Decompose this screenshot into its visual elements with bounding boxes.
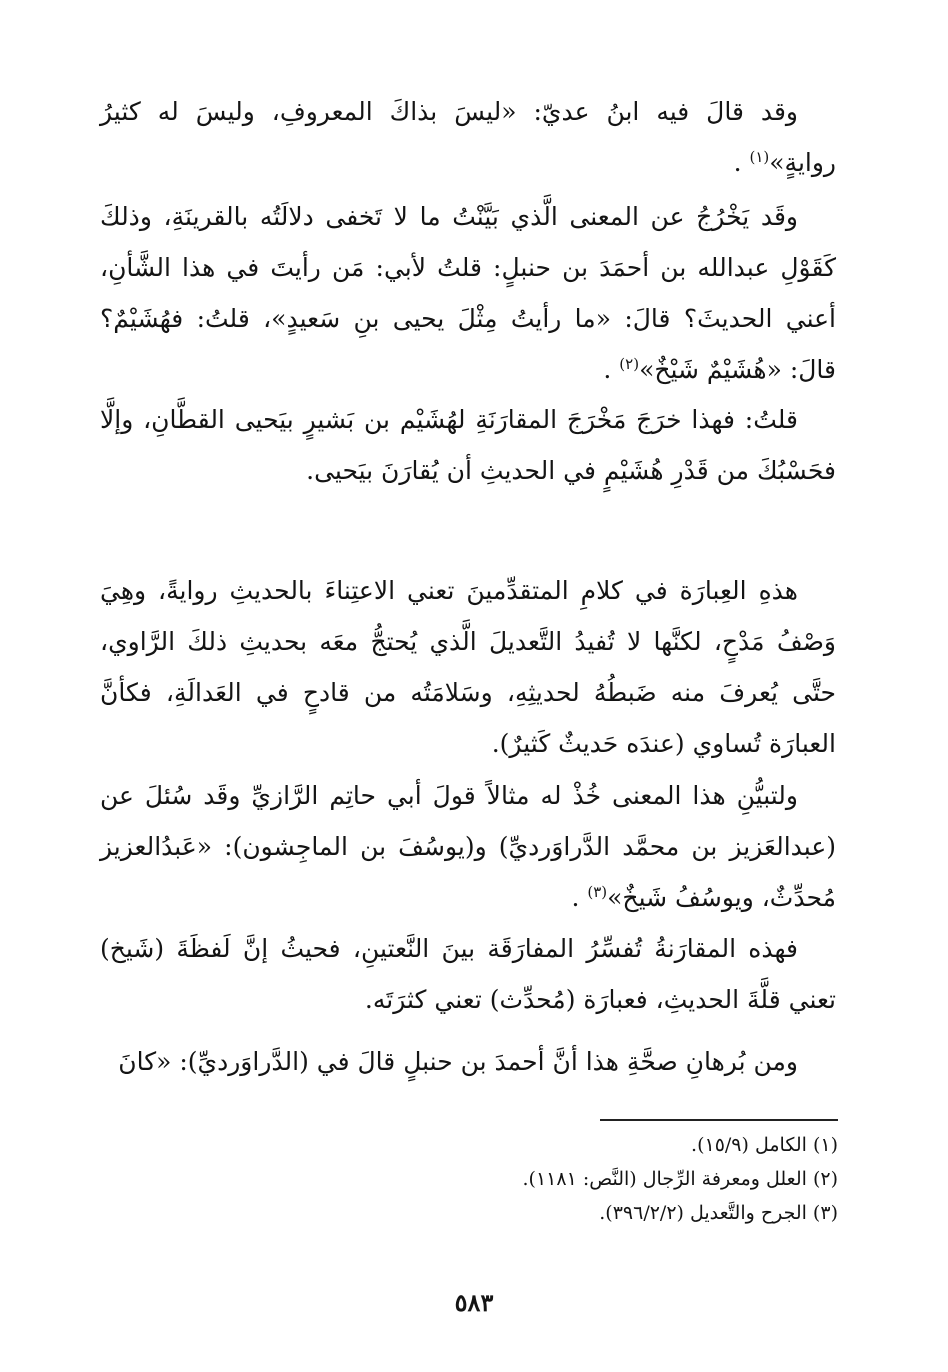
- footnote-item-2: (٢) العلل ومعرفة الرِّجال (النَّص: ١١٨١).: [522, 1168, 838, 1190]
- paragraph-abu-hatim-example: [100, 770, 836, 923]
- paragraph-text: ومن بُرهانِ صحَّةِ هذا أنَّ أحمدَ بن حنبلٍ قالَ في (الدَّراوَرديِّ): «كانَ: [118, 1047, 798, 1076]
- paragraph-text: ولتبيُّنِ هذا المعنى خُذْ له مثالاً قولَ أبي حاتِم الرَّازيِّ وقَد سُئلَ عن (عبدالعَزيز بن محمَّد الدَّراوَرديِّ) و(يوسُفَ بن الماجِشون): «عَبدُالعزيز مُحدِّثٌ، ويوسُفُ شَيخٌ»: [100, 781, 836, 912]
- paragraph-end: .: [571, 883, 580, 912]
- paragraph-end: .: [733, 148, 742, 177]
- paragraph-comparison-explanation: [100, 923, 836, 1025]
- paragraph-ibn-adi-quote: [100, 86, 836, 188]
- paragraph-text: وقَد يَخْرُجُ عن المعنى الَّذي بَيَّنْتُ ما لا تَخفى دلالَتُه بالقرينَةِ، وذلكَ كَقَوْلِ عبدالله بن أحمَدَ بن حنبلٍ: قلتُ لأبي: مَن رأيتَ في هذا الشَّأنِ، أعني الحديثَ؟ قالَ: «ما رأيتُ مِثْلَ يحيى بنِ سَعيدٍ»، قلتُ: فهُشَيْمٌ؟ قالَ: «هُشَيْمٌ شَيْخٌ»: [100, 202, 836, 384]
- paragraph-hushaym-quote: [100, 191, 836, 395]
- footnote-ref-3[interactable]: (٣): [587, 883, 608, 901]
- footnote-divider: [600, 1119, 838, 1121]
- footnote-ref-2[interactable]: (٢): [619, 355, 640, 373]
- footnote-item-3: (٣) الجرح والتَّعديل (٣٩٦/٢/٢).: [599, 1202, 838, 1224]
- paragraph-text: هذهِ العِبارَة في كلامِ المتقدِّمينَ تعني الاعتِناءَ بالحديثِ روايةً، وهِيَ وَصْفُ مَدْحٍ، لكنَّها لا تُفيدُ التَّعديلَ الَّذي يُحتجُّ معَه بحديثِ ذلكَ الرَّاوي، حتَّى يُعرفَ منه ضَبطُهُ لحديثِهِ، وسَلامَتُه من قادحٍ في العَدالَةِ، فكأنَّ العبارَة تُساوي (عندَه حَديثٌ كَثيرٌ).: [100, 576, 836, 758]
- paragraph-evidence: [100, 1036, 836, 1087]
- page-number: ٥٨٣: [454, 1288, 494, 1317]
- paragraph-comparison-note: [100, 394, 836, 496]
- paragraph-text: قلتُ: فهذا خرَجَ مَخْرَجَ المقارَنَةِ لهُشَيْم بن بَشيرٍ بيَحيى القطَّانِ، وإلَّا فحَسْبُكَ من قَدْرِ هُشَيْمٍ في الحديثِ أن يُقارَنَ بيَحيى.: [100, 405, 836, 485]
- footnote-ref-1[interactable]: (١): [749, 148, 770, 166]
- footnotes-list: [100, 1128, 838, 1230]
- footnote-item-1: (١) الكامل (١٥/٩).: [691, 1134, 838, 1156]
- paragraph-text: فهذه المقارَنةُ تُفسِّرُ المفارَقَة بينَ النَّعتينِ، فحيثُ إنَّ لَفظَةَ (شَيخ) تعني قلَّةَ الحديثِ، فعبارَة (مُحدِّث) تعني كثرَتَه.: [100, 934, 836, 1014]
- paragraph-text: وقد قالَ فيه ابنُ عديّ: «ليسَ بذاكَ المعروفِ، وليسَ له كثيرُ روايةٍ»: [100, 97, 836, 177]
- paragraph-end: .: [603, 355, 612, 384]
- paragraph-muhaddith-definition: [100, 565, 836, 769]
